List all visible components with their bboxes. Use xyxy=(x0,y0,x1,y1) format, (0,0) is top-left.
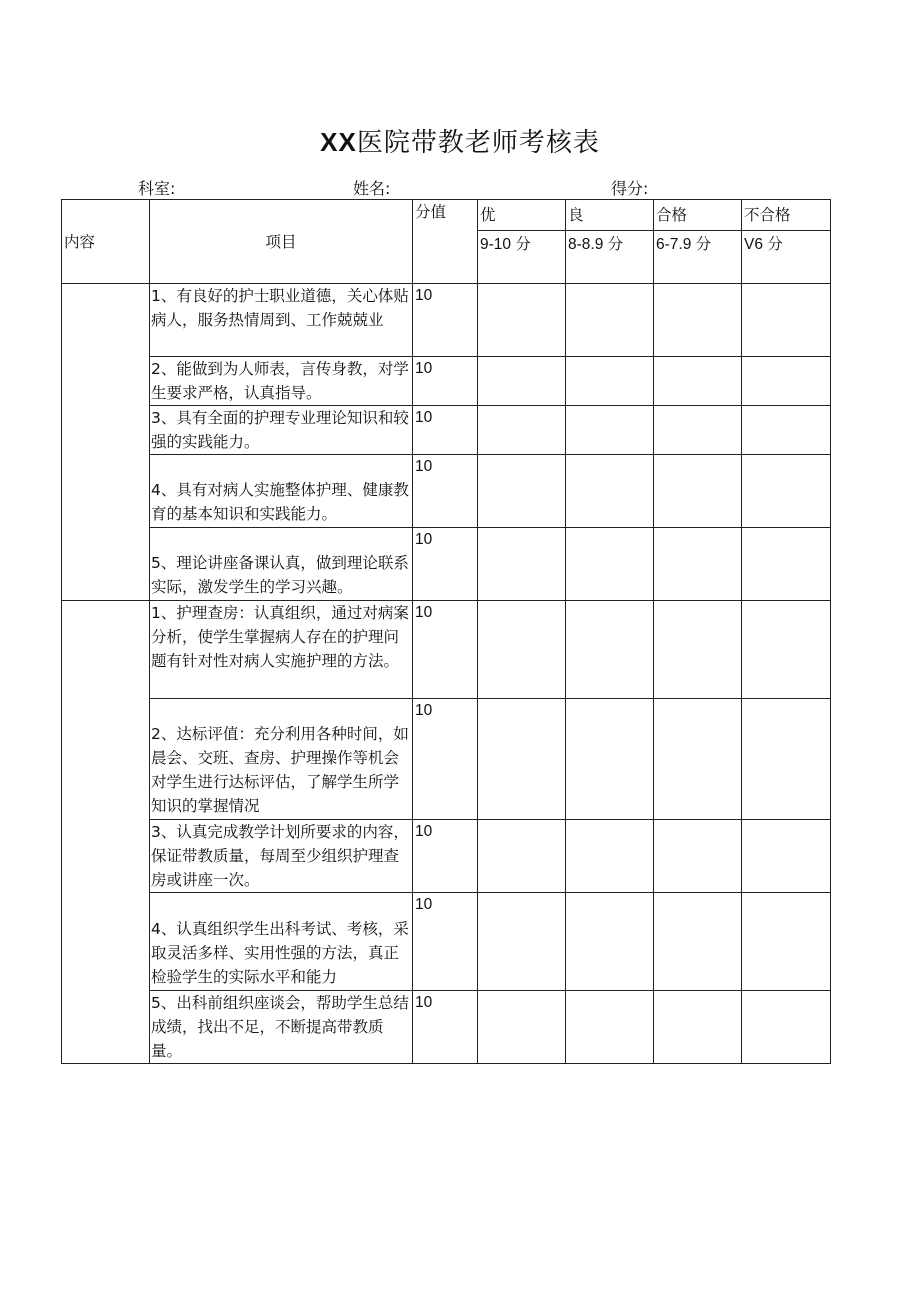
grade-input-cell[interactable] xyxy=(742,455,831,528)
grade-label: 不合格 xyxy=(744,206,791,224)
item-cell xyxy=(150,455,413,528)
grade-input-cell[interactable] xyxy=(478,601,566,699)
item-text: 2、能做到为人师表，言传身教，对学生要求严格，认真指导。 xyxy=(151,360,409,402)
grade-label: 良 xyxy=(568,206,584,224)
score-cell xyxy=(413,455,478,528)
grade-input-cell[interactable] xyxy=(654,893,742,991)
table-row xyxy=(62,893,831,991)
item-cell xyxy=(150,991,413,1064)
page-title xyxy=(0,122,920,159)
header-range-fail xyxy=(742,231,831,284)
content-cell-group-1 xyxy=(62,284,150,601)
grade-input-cell[interactable] xyxy=(478,893,566,991)
score-value: 10 xyxy=(415,409,433,426)
table-row xyxy=(62,699,831,820)
grade-input-cell[interactable] xyxy=(654,284,742,357)
table-row xyxy=(62,357,831,406)
table-row xyxy=(62,820,831,893)
item-text: 5、出科前组织座谈会，帮助学生总结成绩，找出不足，不断提高带教质量。 xyxy=(151,994,409,1060)
item-text: 5、理论讲座备课认真，做到理论联系实际，激发学生的学习兴趣。 xyxy=(151,554,409,596)
header-range-good xyxy=(566,231,654,284)
header-content-label: 内容 xyxy=(64,232,96,251)
name-label: 姓名: xyxy=(353,179,391,198)
item-text: 2、达标评值：充分利用各种时间，如晨会、交班、查房、护理操作等机会对学生进行达标评估，了解学生所学知识的掌握情况 xyxy=(151,725,409,815)
grade-input-cell[interactable] xyxy=(566,991,654,1064)
grade-input-cell[interactable] xyxy=(654,601,742,699)
table-row xyxy=(62,528,831,601)
item-text: 3、具有全面的护理专业理论知识和较强的实践能力。 xyxy=(151,409,409,451)
grade-input-cell[interactable] xyxy=(654,455,742,528)
grade-range: 6-7.9 分 xyxy=(656,236,712,253)
item-cell xyxy=(150,357,413,406)
grade-input-cell[interactable] xyxy=(566,284,654,357)
grade-input-cell[interactable] xyxy=(478,820,566,893)
item-cell xyxy=(150,820,413,893)
item-text: 3、认真完成教学计划所要求的内容，保证带教质量，每周至少组织护理查房或讲座一次。 xyxy=(151,823,409,889)
header-range-pass xyxy=(654,231,742,284)
grade-input-cell[interactable] xyxy=(566,893,654,991)
grade-range: 8-8.9 分 xyxy=(568,236,624,253)
grade-input-cell[interactable] xyxy=(654,406,742,455)
grade-input-cell[interactable] xyxy=(742,528,831,601)
item-cell xyxy=(150,284,413,357)
evaluation-table xyxy=(61,199,831,1064)
item-cell xyxy=(150,406,413,455)
score-value: 10 xyxy=(415,287,433,304)
header-grade-good xyxy=(566,200,654,231)
score-cell xyxy=(413,406,478,455)
header-score-label: 分值 xyxy=(415,203,447,221)
header-score xyxy=(413,200,478,284)
title-prefix: XX xyxy=(320,127,357,157)
grade-input-cell[interactable] xyxy=(742,601,831,699)
item-text: 1、护理查房：认真组织，通过对病案分析，使学生掌握病人存在的护理问题有针对性对病人实施护理的方法。 xyxy=(151,604,409,670)
item-text: 4、具有对病人实施整体护理、健康教育的基本知识和实践能力。 xyxy=(151,481,409,523)
score-cell xyxy=(413,991,478,1064)
header-item-label: 项目 xyxy=(265,232,297,251)
grade-input-cell[interactable] xyxy=(566,455,654,528)
header-grade-excellent xyxy=(478,200,566,231)
score-cell xyxy=(413,820,478,893)
score-value: 10 xyxy=(415,360,433,377)
grade-label: 优 xyxy=(480,206,496,224)
header-range-excellent xyxy=(478,231,566,284)
score-cell xyxy=(413,284,478,357)
department-label: 科室: xyxy=(138,179,176,198)
score-cell xyxy=(413,699,478,820)
grade-input-cell[interactable] xyxy=(478,455,566,528)
content-cell-group-2 xyxy=(62,601,150,1064)
grade-input-cell[interactable] xyxy=(654,699,742,820)
score-cell xyxy=(413,893,478,991)
grade-input-cell[interactable] xyxy=(654,820,742,893)
score-value: 10 xyxy=(415,531,433,548)
grade-input-cell[interactable] xyxy=(566,357,654,406)
grade-input-cell[interactable] xyxy=(654,357,742,406)
item-cell xyxy=(150,893,413,991)
score-value: 10 xyxy=(415,823,433,840)
grade-input-cell[interactable] xyxy=(566,406,654,455)
grade-input-cell[interactable] xyxy=(654,528,742,601)
table-row xyxy=(62,406,831,455)
grade-input-cell[interactable] xyxy=(566,699,654,820)
score-label: 得分: xyxy=(611,179,649,198)
grade-input-cell[interactable] xyxy=(742,357,831,406)
grade-input-cell[interactable] xyxy=(478,528,566,601)
table-row xyxy=(62,601,831,699)
grade-input-cell[interactable] xyxy=(742,699,831,820)
table-row xyxy=(62,991,831,1064)
score-value: 10 xyxy=(415,702,433,719)
table-row xyxy=(62,455,831,528)
score-value: 10 xyxy=(415,896,433,913)
grade-input-cell[interactable] xyxy=(566,820,654,893)
header-item xyxy=(150,200,413,284)
score-value: 10 xyxy=(415,458,433,475)
grade-input-cell[interactable] xyxy=(566,601,654,699)
grade-input-cell[interactable] xyxy=(742,406,831,455)
grade-input-cell[interactable] xyxy=(478,699,566,820)
grade-input-cell[interactable] xyxy=(478,406,566,455)
grade-range: V6 分 xyxy=(744,236,783,253)
score-value: 10 xyxy=(415,604,433,621)
grade-input-cell[interactable] xyxy=(742,820,831,893)
grade-input-cell[interactable] xyxy=(654,991,742,1064)
item-cell xyxy=(150,528,413,601)
header-content xyxy=(62,200,150,284)
score-cell xyxy=(413,528,478,601)
grade-range: 9-10 分 xyxy=(480,236,531,253)
score-cell xyxy=(413,357,478,406)
title-main: 医院带教老师考核表 xyxy=(356,128,600,158)
grade-input-cell[interactable] xyxy=(478,357,566,406)
item-text: 1、有良好的护士职业道德，关心体贴病人，服务热情周到、工作兢兢业 xyxy=(151,287,409,329)
score-cell xyxy=(413,601,478,699)
grade-input-cell[interactable] xyxy=(742,893,831,991)
item-text: 4、认真组织学生出科考试、考核，采取灵活多样、实用性强的方法，真正检验学生的实际水平和能力 xyxy=(151,920,409,986)
grade-input-cell[interactable] xyxy=(742,991,831,1064)
table-row xyxy=(62,284,831,357)
score-value: 10 xyxy=(415,994,433,1011)
grade-input-cell[interactable] xyxy=(742,284,831,357)
header-grade-pass xyxy=(654,200,742,231)
item-cell xyxy=(150,601,413,699)
grade-input-cell[interactable] xyxy=(478,991,566,1064)
grade-input-cell[interactable] xyxy=(478,284,566,357)
item-cell xyxy=(150,699,413,820)
header-grade-fail xyxy=(742,200,831,231)
grade-label: 合格 xyxy=(656,206,688,224)
grade-input-cell[interactable] xyxy=(566,528,654,601)
